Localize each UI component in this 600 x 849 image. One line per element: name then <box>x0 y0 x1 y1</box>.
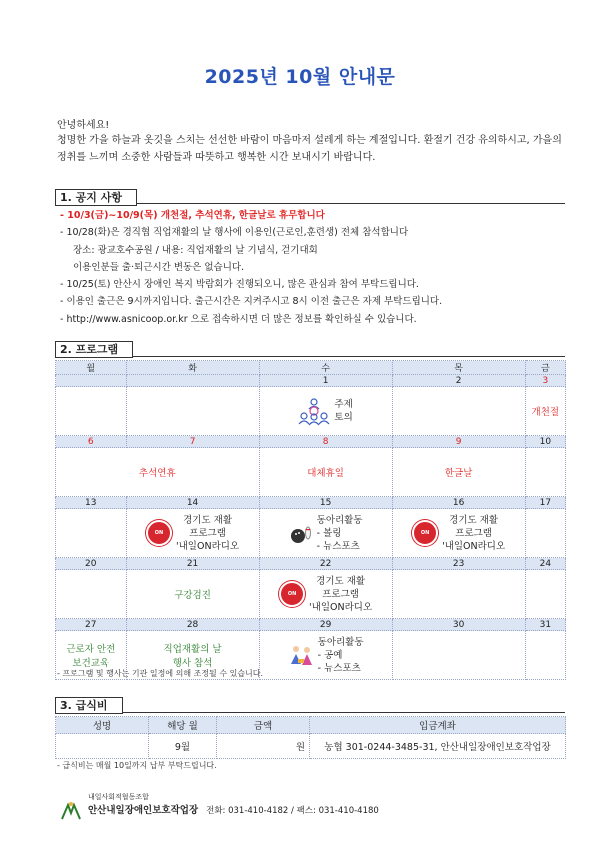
date-cell: 2 <box>392 375 525 387</box>
column-header: 금액 <box>217 717 310 734</box>
event-label: 근로자 안전 <box>66 644 116 655</box>
intro-paragraph: 청명한 가을 하늘과 옷깃을 스치는 선선한 바람이 마음마저 설레게 하는 계절입니다. 환절기 건강 유의하시고, 가을의 정취를 느끼며 소중한 사람들과 따뜻하고 행복한 시간 보내시기 바랍니다. <box>57 135 562 163</box>
event-label: 경기도 재활 <box>183 514 233 526</box>
program-calendar <box>55 360 566 680</box>
event-cell <box>392 387 525 436</box>
event-label: - 뉴스포츠 <box>317 662 361 674</box>
bowling-icon <box>289 521 313 545</box>
org-name: 안산내일장애인보호작업장 <box>88 805 199 816</box>
event-label: 프로그램 <box>455 527 492 539</box>
day-header: 화 <box>126 361 259 375</box>
month-value: 9월 <box>149 734 217 759</box>
date-cell: 23 <box>392 558 525 570</box>
date-cell: 8 <box>259 436 392 448</box>
notice-item-event-time: 이용인분들 출·퇴근시간 변동은 없습니다. <box>73 261 245 273</box>
event-cell <box>392 570 525 619</box>
event-label: 경기도 재활 <box>316 575 366 587</box>
radio-logo-icon: ON <box>412 520 438 546</box>
date-cell <box>126 375 259 387</box>
event-label: 경기도 재활 <box>449 514 499 526</box>
people-discussion-icon <box>298 396 330 426</box>
event-cell: 추석연휴 <box>56 448 260 497</box>
notice-item-holiday: - 10/3(금)~10/9(목) 개천절, 추석연휴, 한글날로 휴무합니다 <box>60 210 325 221</box>
date-cell: 30 <box>392 619 525 631</box>
date-cell: 13 <box>56 497 127 509</box>
event-label: - 공예 <box>317 649 343 661</box>
date-cell <box>56 375 127 387</box>
notice-list <box>60 207 570 328</box>
event-label: 주제 <box>334 399 353 410</box>
program-note: - 프로그램 및 행사는 기관 일정에 의해 조정될 수 있습니다. <box>57 669 264 678</box>
date-cell: 29 <box>259 619 392 631</box>
event-label: '내일ON라디오 <box>176 540 240 552</box>
event-label: '내일ON라디오 <box>309 601 373 613</box>
meal-heading: 3. 급식비 <box>55 697 123 713</box>
event-cell <box>525 448 565 497</box>
event-label: - 뉴스포츠 <box>316 540 360 552</box>
event-label: - 볼링 <box>316 527 342 539</box>
event-cell: 구강검진 <box>126 570 259 619</box>
meal-fee-table <box>55 716 566 759</box>
event-cell <box>259 387 392 436</box>
date-cell: 24 <box>525 558 565 570</box>
day-header: 수 <box>259 361 392 375</box>
date-cell: 28 <box>126 619 259 631</box>
radio-logo-icon: ON <box>279 581 305 607</box>
event-cell <box>392 509 525 558</box>
greeting: 안녕하세요! <box>57 120 110 131</box>
event-label: 직업재활의 날 <box>163 644 222 655</box>
event-label: 토의 <box>334 412 353 423</box>
event-label: 행사 참석 <box>172 658 213 669</box>
date-cell: 20 <box>56 558 127 570</box>
column-header: 성명 <box>56 717 149 734</box>
event-label: 프로그램 <box>322 588 359 600</box>
event-cell <box>525 509 565 558</box>
name-field[interactable] <box>56 734 149 759</box>
date-cell: 7 <box>126 436 259 448</box>
page-title: 2025년 10월 안내문 <box>204 66 396 88</box>
program-heading: 2. 프로그램 <box>55 341 133 357</box>
event-label: 보건교육 <box>72 658 110 669</box>
event-cell: 개천절 <box>525 387 565 436</box>
event-cell <box>525 631 565 680</box>
org-contact: 전화: 031-410-4182 / 팩스: 031-410-4180 <box>206 806 379 816</box>
event-cell: 대체휴일 <box>259 448 392 497</box>
date-cell: 15 <box>259 497 392 509</box>
date-cell: 6 <box>56 436 127 448</box>
org-subtitle: 내일사회적협동조합 <box>88 793 149 801</box>
section-divider <box>55 712 565 713</box>
amount-field[interactable]: 원 <box>217 734 310 759</box>
meal-note: - 급식비는 매월 10일까지 납부 부탁드립니다. <box>57 761 217 770</box>
notice-item-attendance: - 이용인 출근은 9시까지입니다. 출근시간은 지켜주시고 8시 이전 출근은 자제 부탁드립니다. <box>60 296 443 308</box>
event-label: 동아리활동 <box>317 636 364 648</box>
date-cell: 14 <box>126 497 259 509</box>
date-cell: 31 <box>525 619 565 631</box>
radio-logo-icon: ON <box>146 520 172 546</box>
notice-item-event: - 10/28(화)은 경직협 직업재활의 날 행사에 이용인(근로인,훈련생) 전체 참석합니다 <box>60 227 409 239</box>
event-label: 프로그램 <box>189 527 226 539</box>
event-cell <box>259 570 392 619</box>
event-cell <box>126 387 259 436</box>
event-cell: 한글날 <box>392 448 525 497</box>
bank-account: 농협 301-0244-3485-31, 안산내일장애인보호작업장 <box>310 734 566 759</box>
date-cell: 3 <box>525 375 565 387</box>
organization-footer <box>60 787 379 821</box>
day-header: 금 <box>525 361 565 375</box>
day-header: 목 <box>392 361 525 375</box>
event-label: '내일ON라디오 <box>442 540 506 552</box>
event-label: 동아리활동 <box>316 514 363 526</box>
event-cell <box>525 570 565 619</box>
notice-item-event-place: 장소: 광교호수공원 / 내용: 직업재활의 날 기념식, 걷기대회 <box>73 244 318 256</box>
event-cell <box>259 631 392 680</box>
date-cell: 1 <box>259 375 392 387</box>
crafts-icon <box>288 642 314 668</box>
date-cell: 22 <box>259 558 392 570</box>
notice-heading: 1. 공지 사항 <box>55 189 137 205</box>
date-cell: 16 <box>392 497 525 509</box>
date-cell: 10 <box>525 436 565 448</box>
date-cell: 21 <box>126 558 259 570</box>
date-cell: 9 <box>392 436 525 448</box>
date-cell: 27 <box>56 619 127 631</box>
event-cell <box>126 509 259 558</box>
event-cell <box>392 631 525 680</box>
notice-item-fair: - 10/25(토) 안산시 장애인 복지 박람회가 진행되오니, 많은 관심과 참여 부탁드립니다. <box>60 279 419 291</box>
event-cell <box>56 387 127 436</box>
event-cell <box>56 570 127 619</box>
org-logo-icon <box>60 787 82 821</box>
date-cell: 17 <box>525 497 565 509</box>
event-cell <box>259 509 392 558</box>
event-cell <box>56 509 127 558</box>
column-header: 해당 월 <box>149 717 217 734</box>
column-header: 입금계좌 <box>310 717 566 734</box>
day-header: 월 <box>56 361 127 375</box>
notice-item-website[interactable]: - http://www.asnicoop.or.kr 으로 접속하시면 더 많은 정보를 확인하실 수 있습니다. <box>60 313 417 325</box>
